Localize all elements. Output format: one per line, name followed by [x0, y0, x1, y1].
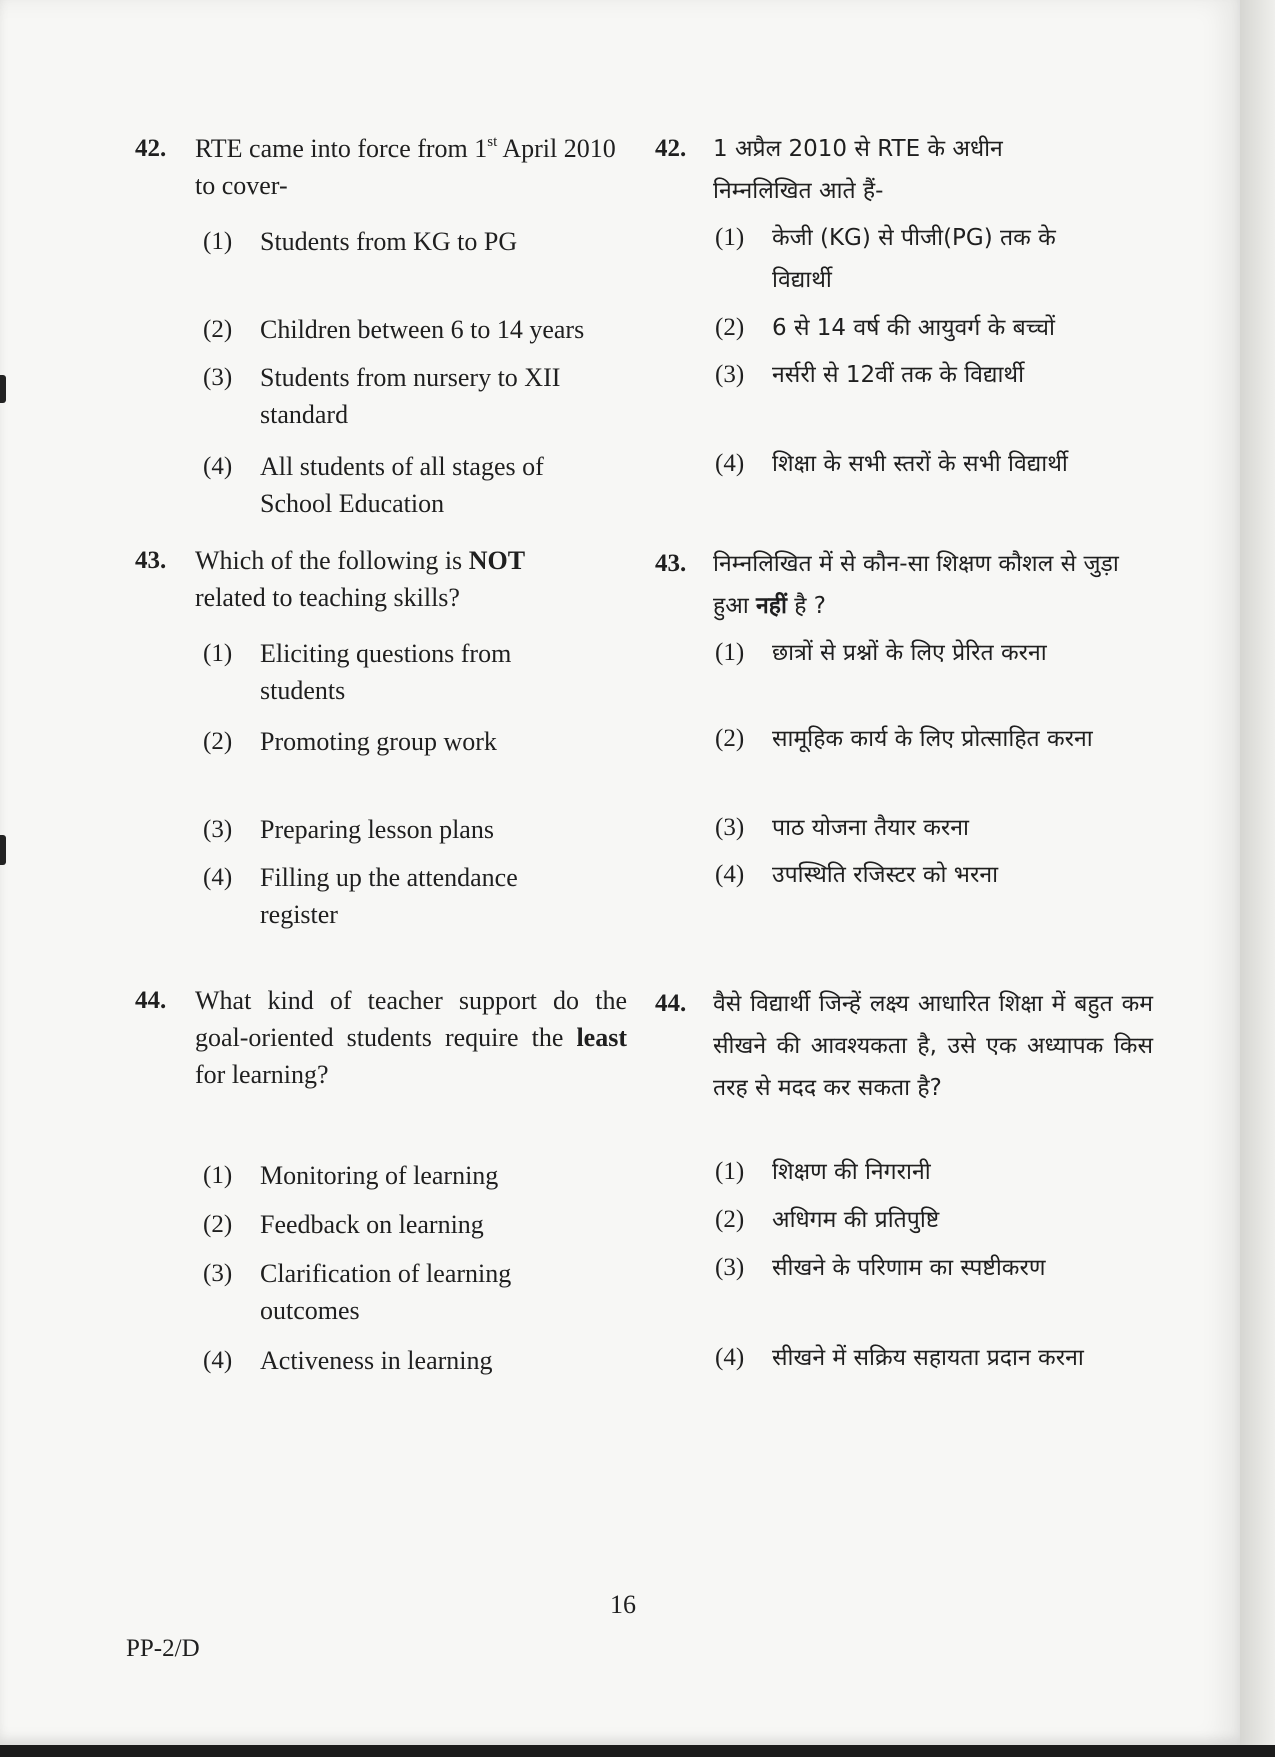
- option-43-3-en: (3) Preparing lesson plans: [203, 815, 494, 844]
- option-42-2-hi: (2) 6 से 14 वर्ष की आयुवर्ग के बच्चों: [715, 314, 1055, 341]
- page-number: 16: [610, 1590, 636, 1619]
- option-42-2-en: (2) Children between 6 to 14 years: [203, 315, 585, 344]
- option-43-3-hi: (3) पाठ योजना तैयार करना: [715, 814, 970, 841]
- option-44-3-en: (3) Clarification of learning outcomes: [203, 1259, 512, 1325]
- question-text: Which of the following is NOT related to teaching skills?: [195, 546, 526, 612]
- option-44-1-en: (1) Monitoring of learning: [203, 1161, 499, 1190]
- question-text: RTE came into force from 1st April 2010 to cover-: [195, 134, 616, 200]
- binding-mark: [0, 835, 6, 865]
- question-42-hi: [655, 128, 1155, 212]
- option-43-4-en: (4) Filling up the attendance register: [203, 863, 518, 929]
- option-43-2-en: (2) Promoting group work: [203, 727, 497, 756]
- question-43-en: [135, 542, 635, 616]
- option-44-1-hi: (1) शिक्षण की निगरानी: [715, 1158, 931, 1185]
- option-43-1-en: (1) Eliciting questions from students: [203, 639, 512, 705]
- question-text: What kind of teacher support do the goal-oriented students require the least for learning?: [195, 986, 627, 1089]
- option-42-3-en: (3) Students from nursery to XII standard: [203, 363, 561, 429]
- question-text: 1 अप्रैल 2010 से RTE के अधीन निम्नलिखित आते हैं-: [713, 136, 1003, 204]
- question-text: निम्नलिखित में से कौन-सा शिक्षण कौशल से जुड़ा हुआ नहीं है ?: [713, 551, 1119, 619]
- binding-mark: [0, 375, 6, 403]
- option-43-1-hi: (1) छात्रों से प्रश्नों के लिए प्रेरित करना: [715, 639, 1047, 666]
- paper-code: PP-2/D: [126, 1635, 200, 1662]
- question-number: 43.: [135, 547, 167, 574]
- question-44-en: [135, 982, 635, 1093]
- option-43-2-hi: (2) सामूहिक कार्य के लिए प्रोत्साहित करना: [715, 725, 1093, 752]
- option-44-2-hi: (2) अधिगम की प्रतिपुष्टि: [715, 1206, 940, 1233]
- option-42-4-en: (4) All students of all stages of School Education: [203, 452, 544, 518]
- option-42-3-hi: (3) नर्सरी से 12वीं तक के विद्यार्थी: [715, 361, 1025, 388]
- question-number: 42.: [655, 135, 687, 162]
- question-44-hi: [655, 983, 1155, 1109]
- option-42-1-en: (1) Students from KG to PG: [203, 227, 518, 256]
- option-44-4-hi: (4) सीखने में सक्रिय सहायता प्रदान करना: [715, 1344, 1084, 1371]
- question-42-en: [135, 130, 635, 204]
- question-number: 43.: [655, 550, 687, 577]
- question-43-hi: [655, 543, 1155, 627]
- option-44-3-hi: (3) सीखने के परिणाम का स्पष्टीकरण: [715, 1254, 1046, 1281]
- page-edge-shadow: [1240, 0, 1275, 1757]
- option-44-2-en: (2) Feedback on learning: [203, 1210, 484, 1239]
- question-number: 44.: [135, 987, 167, 1014]
- question-number: 42.: [135, 135, 167, 162]
- option-43-4-hi: (4) उपस्थिति रजिस्टर को भरना: [715, 861, 999, 888]
- option-44-4-en: (4) Activeness in learning: [203, 1346, 493, 1375]
- option-42-4-hi: (4) शिक्षा के सभी स्तरों के सभी विद्यार्थी: [715, 450, 1068, 477]
- question-text: वैसे विद्यार्थी जिन्हें लक्ष्य आधारित शिक्षा में बहुत कम सीखने की आवश्यकता है, उसे एक अध्यापक किस तरह से मदद कर सकता है?: [713, 991, 1153, 1101]
- question-number: 44.: [655, 990, 687, 1017]
- scan-bottom-edge: [0, 1745, 1275, 1757]
- option-42-1-hi: (1) केजी (KG) से पीजी(PG) तक के विद्यार्थी: [715, 224, 1056, 293]
